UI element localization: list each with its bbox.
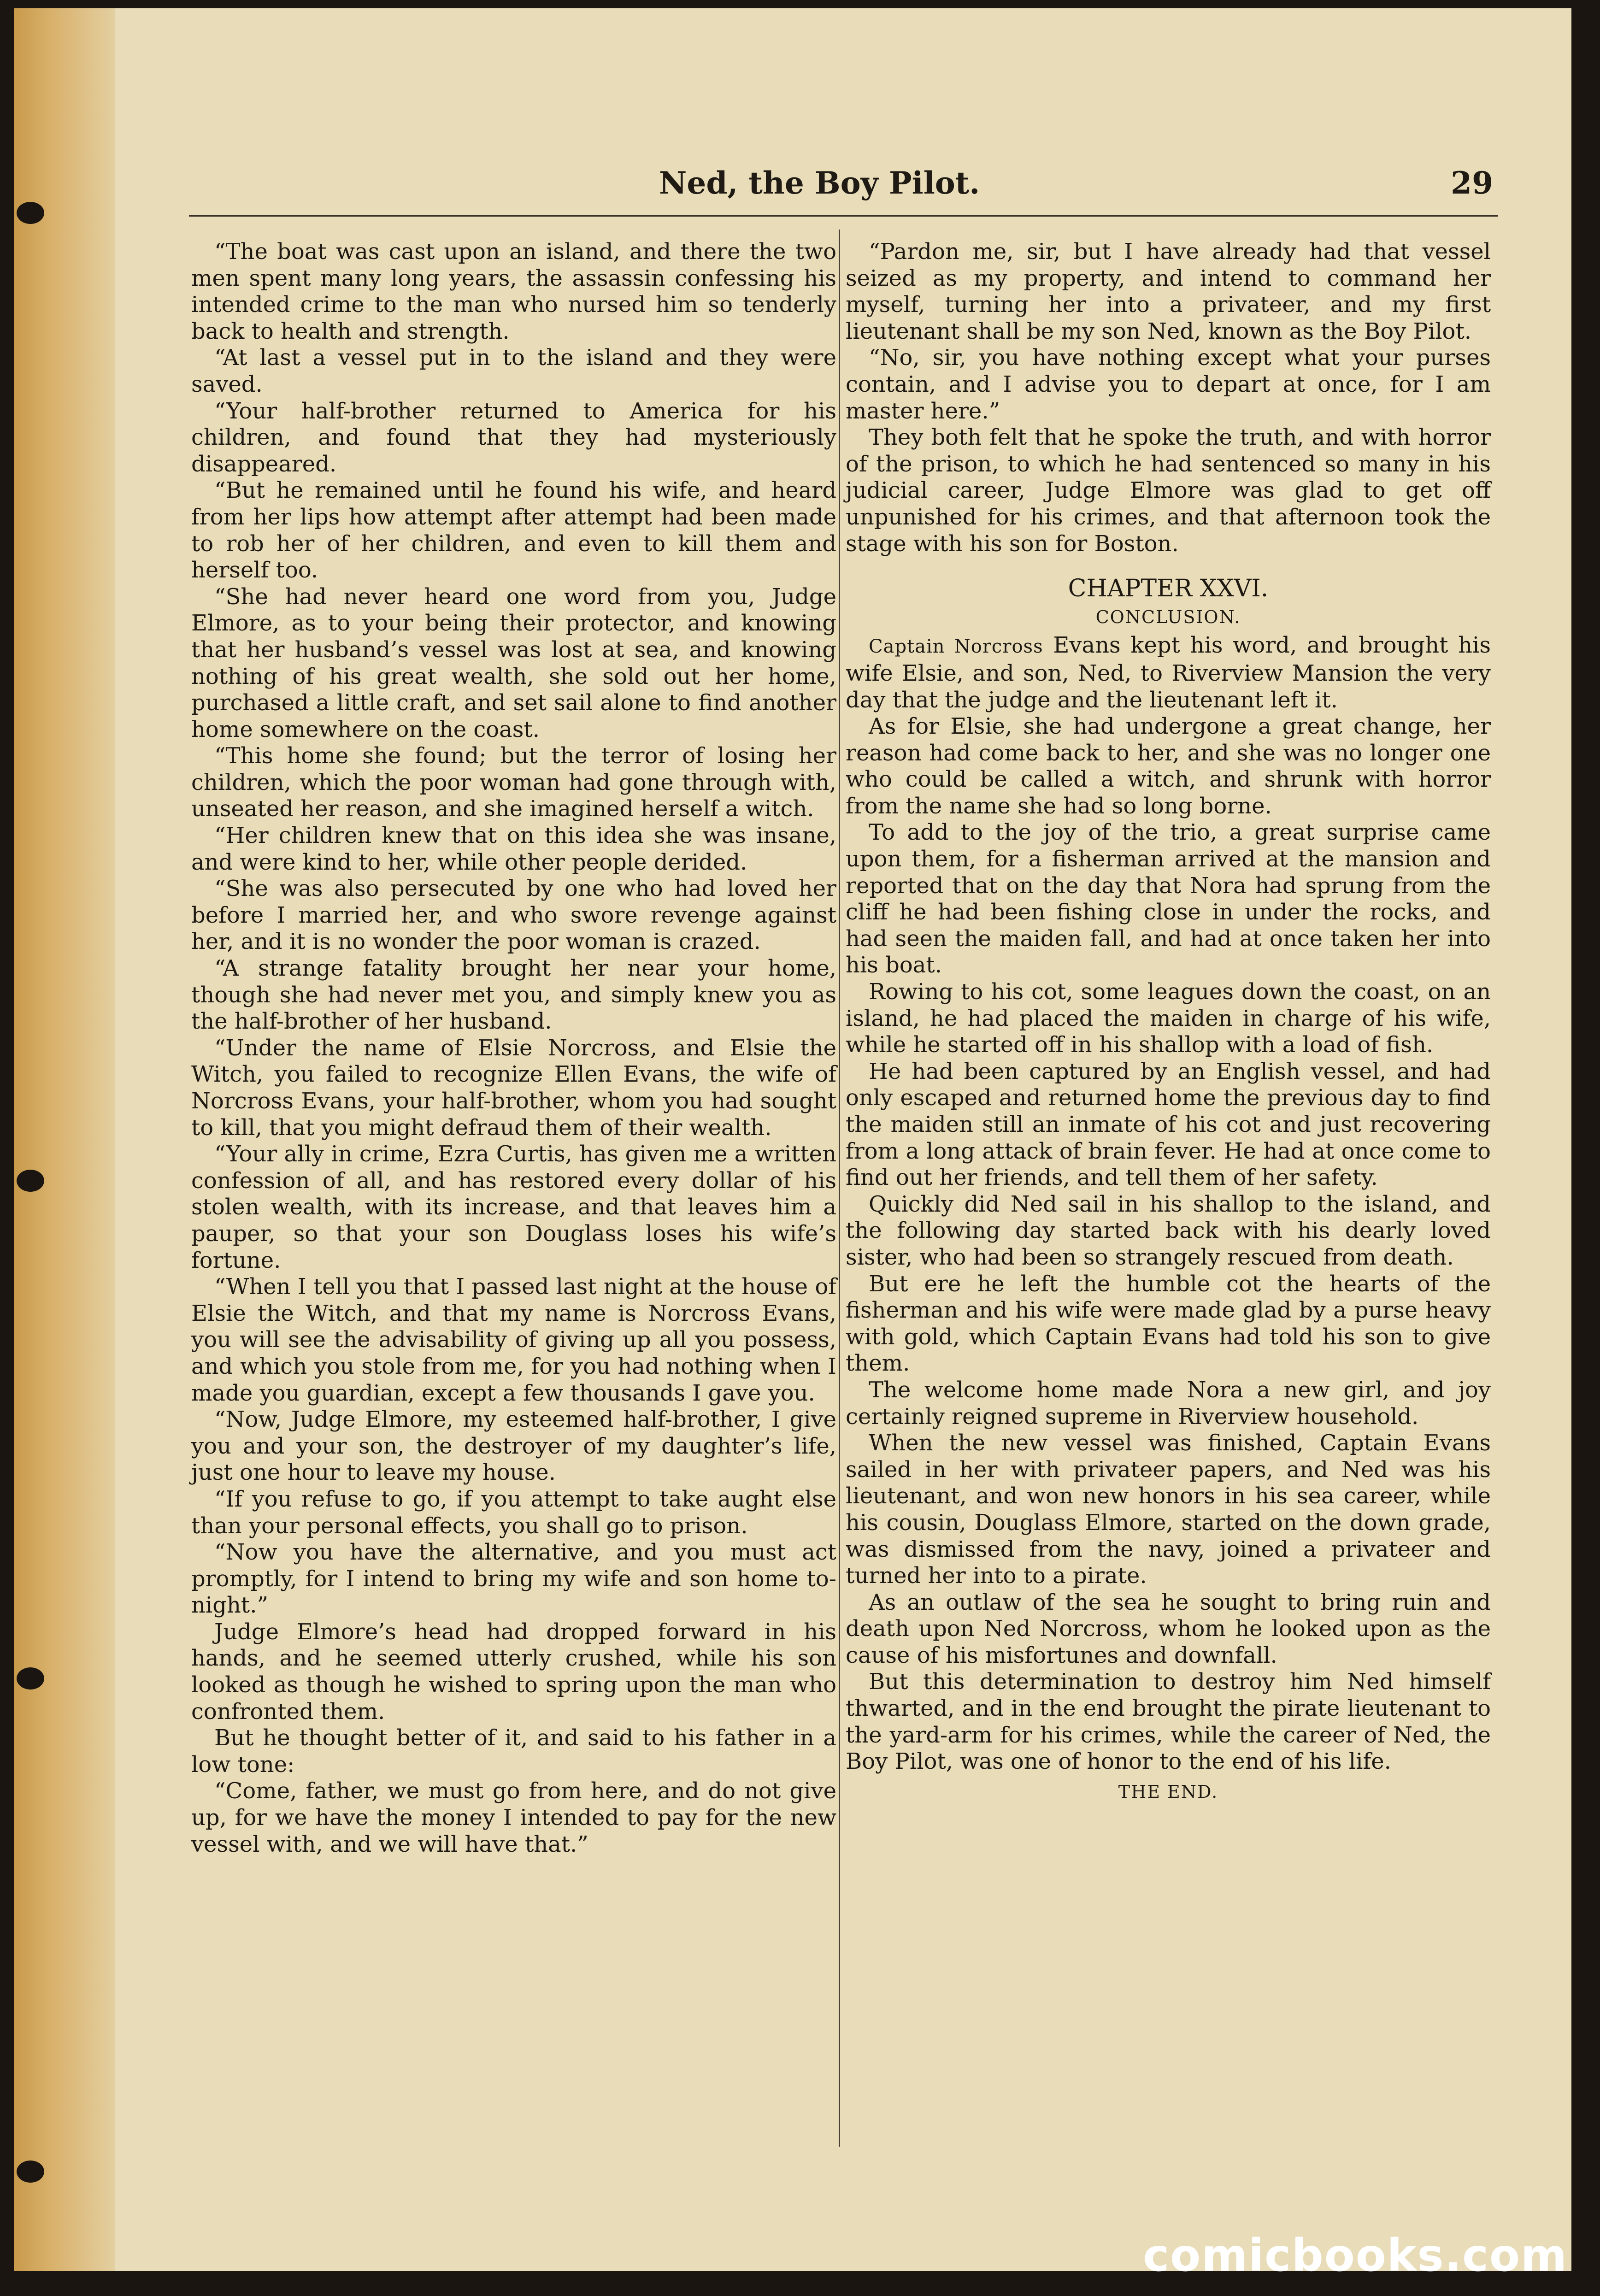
paragraph: “But he remained until he found his wife, and heard from her lips how attempt after attempt had been made to rob her of her children, and even to kill them and herself too. bbox=[191, 477, 836, 583]
paragraph: “She had never heard one word from you, Judge Elmore, as to your being their protector, and knowing that her husband’s vessel was lost at sea, and knowing nothing of his great wealth, she sold out her home, purchased a little craft, and set sail alone to find another home somewhere on the coast. bbox=[191, 583, 836, 742]
paragraph: They both felt that he spoke the truth, and with horror of the prison, to which he had sentenced so many in his judicial career, Judge Elmore was glad to get off unpunished for his crimes, and that afternoon took the stage with his son for Boston. bbox=[846, 424, 1491, 557]
right-column bbox=[846, 239, 1491, 1805]
chapter-subtitle: CONCLUSION. bbox=[1095, 606, 1241, 627]
header-rule bbox=[189, 215, 1498, 217]
paragraph: He had been captured by an English vessel, and had only escaped and returned home the previous day to find the maiden still an inmate of his cot and just recovering from a long attack of brain fever. He had at once come to find out her friends, and tell them of her safety. bbox=[846, 1058, 1491, 1191]
paragraph: “Now, Judge Elmore, my esteemed half-brother, I give you and your son, the destroyer of my daughter’s life, just one hour to leave my house. bbox=[191, 1407, 836, 1486]
paragraph: “She was also persecuted by one who had loved her before I married her, and who swore revenge against her, and it is no wonder the poor woman is crazed. bbox=[191, 876, 836, 955]
magazine-page bbox=[14, 8, 1571, 2271]
site-watermark: comicbooks.com bbox=[1143, 2230, 1568, 2281]
page-spine bbox=[14, 8, 115, 2271]
paragraph: “This home she found; but the terror of losing her children, which the poor woman had gone through with, unseated her reason, and she imagined herself a witch. bbox=[191, 743, 836, 822]
paragraph: The welcome home made Nora a new girl, and joy certainly reigned supreme in Riverview household. bbox=[846, 1377, 1491, 1430]
paragraph: “A strange fatality brought her near your home, though she had never met you, and simply knew you as the half-brother of her husband. bbox=[191, 955, 836, 1035]
paragraph: “When I tell you that I passed last night at the house of Elsie the Witch, and that my name is Norcross Evans, you will see the advisability of giving up all you possess, and which you stole from me, for you had nothing when I made you guardian, except a few thousands I gave you. bbox=[191, 1274, 836, 1406]
paragraph: “Pardon me, sir, but I have already had that vessel seized as my property, and intend to command her myself, turning her into a privateer, and my first lieutenant shall be my son Ned, known as the Boy Pilot. bbox=[846, 239, 1491, 344]
paragraph: As for Elsie, she had undergone a great change, her reason had come back to her, and she was no longer one who could be called a witch, and shrunk with horror from the name she had so long borne. bbox=[846, 713, 1491, 819]
paragraph: “Your half-brother returned to America for his children, and found that they had mysteriously disappeared. bbox=[191, 398, 836, 477]
chapter-title: CHAPTER XXVI. bbox=[1068, 575, 1269, 603]
paragraph: When the new vessel was finished, Captain Evans sailed in her with privateer papers, and Ned was his lieutenant, and won new honors in his sea career, while his cousin, Douglass Elmore, started on the down grade, was dismissed from the navy, joined a privateer and turned her into to a pirate. bbox=[846, 1430, 1491, 1589]
opening-text: Evans kept his word, and brought his wife Elsie, and son, Ned, to Riverview Mansion the very day that the judge and the lieutenant left it. bbox=[846, 632, 1491, 713]
running-head bbox=[659, 165, 1493, 201]
binding-hole bbox=[17, 2161, 44, 2183]
small-caps-opening: Captain Norcross bbox=[869, 636, 1043, 658]
binding-hole bbox=[17, 1170, 44, 1192]
page-number: 29 bbox=[1451, 165, 1493, 201]
paragraph: “If you refuse to go, if you attempt to take aught else than your personal effects, you shall go to prison. bbox=[191, 1486, 836, 1539]
column-divider bbox=[839, 230, 840, 2147]
the-end-mark: THE END. bbox=[1118, 1781, 1218, 1802]
paragraph: “Come, father, we must go from here, and do not give up, for we have the money I intended to pay for the new vessel with, and we will have that.” bbox=[191, 1778, 836, 1857]
paragraph: But this determination to destroy him Ned himself thwarted, and in the end brought the pirate lieutenant to the yard-arm for his crimes, while the career of Ned, the Boy Pilot, was one of honor to the end of his life. bbox=[846, 1669, 1491, 1775]
paragraph: “Your ally in crime, Ezra Curtis, has given me a written confession of all, and has restored every dollar of his stolen wealth, with its increase, and that leaves him a pauper, so that your son Douglass loses his wife’s fortune. bbox=[191, 1141, 836, 1273]
paragraph: Judge Elmore’s head had dropped forward in his hands, and he seemed utterly crushed, while his son looked as though he wished to spring upon the man who confronted them. bbox=[191, 1619, 836, 1725]
paragraph: As an outlaw of the sea he sought to bring ruin and death upon Ned Norcross, whom he looked upon as the cause of his misfortunes and downfall. bbox=[846, 1589, 1491, 1668]
paragraph: “Under the name of Elsie Norcross, and Elsie the Witch, you failed to recognize Ellen Evans, the wife of Norcross Evans, your half-brother, whom you had sought to kill, that you might defraud them of their wealth. bbox=[191, 1035, 836, 1141]
binding-hole bbox=[17, 1667, 44, 1690]
paragraph: Rowing to his cot, some leagues down the coast, on an island, he had placed the maiden in charge of his wife, while he started off in his shallop with a load of fish. bbox=[846, 979, 1491, 1058]
paragraph: To add to the joy of the trio, a great surprise came upon them, for a fisherman arrived at the mansion and reported that on the day that Nora had sprung from the cliff he had been fishing close in under the rocks, and had seen the maiden fall, and had at once taken her into his boat. bbox=[846, 819, 1491, 978]
left-column bbox=[191, 239, 836, 1858]
paragraph: But ere he left the humble cot the hearts of the fisherman and his wife were made glad by a purse heavy with gold, which Captain Evans had told his son to give them. bbox=[846, 1271, 1491, 1377]
paragraph: “Her children knew that on this idea she was insane, and were kind to her, while other people derided. bbox=[191, 823, 836, 875]
binding-hole bbox=[17, 202, 44, 224]
paragraph: “No, sir, you have nothing except what your purses contain, and I advise you to depart at once, for I am master here.” bbox=[846, 345, 1491, 424]
paragraph: “At last a vessel put in to the island and they were saved. bbox=[191, 345, 836, 397]
paragraph: Quickly did Ned sail in his shallop to the island, and the following day started back with his dearly loved sister, who had been so strangely rescued from death. bbox=[846, 1191, 1491, 1270]
chapter-opening-paragraph bbox=[846, 632, 1491, 713]
paragraph: But he thought better of it, and said to his father in a low tone: bbox=[191, 1725, 836, 1778]
paragraph: “The boat was cast upon an island, and there the two men spent many long years, the assassin confessing his intended crime to the man who nursed him so tenderly back to health and strength. bbox=[191, 239, 836, 344]
paragraph: “Now you have the alternative, and you must act promptly, for I intend to bring my wife and son home to-night.” bbox=[191, 1539, 836, 1619]
running-title: Ned, the Boy Pilot. bbox=[659, 165, 980, 201]
